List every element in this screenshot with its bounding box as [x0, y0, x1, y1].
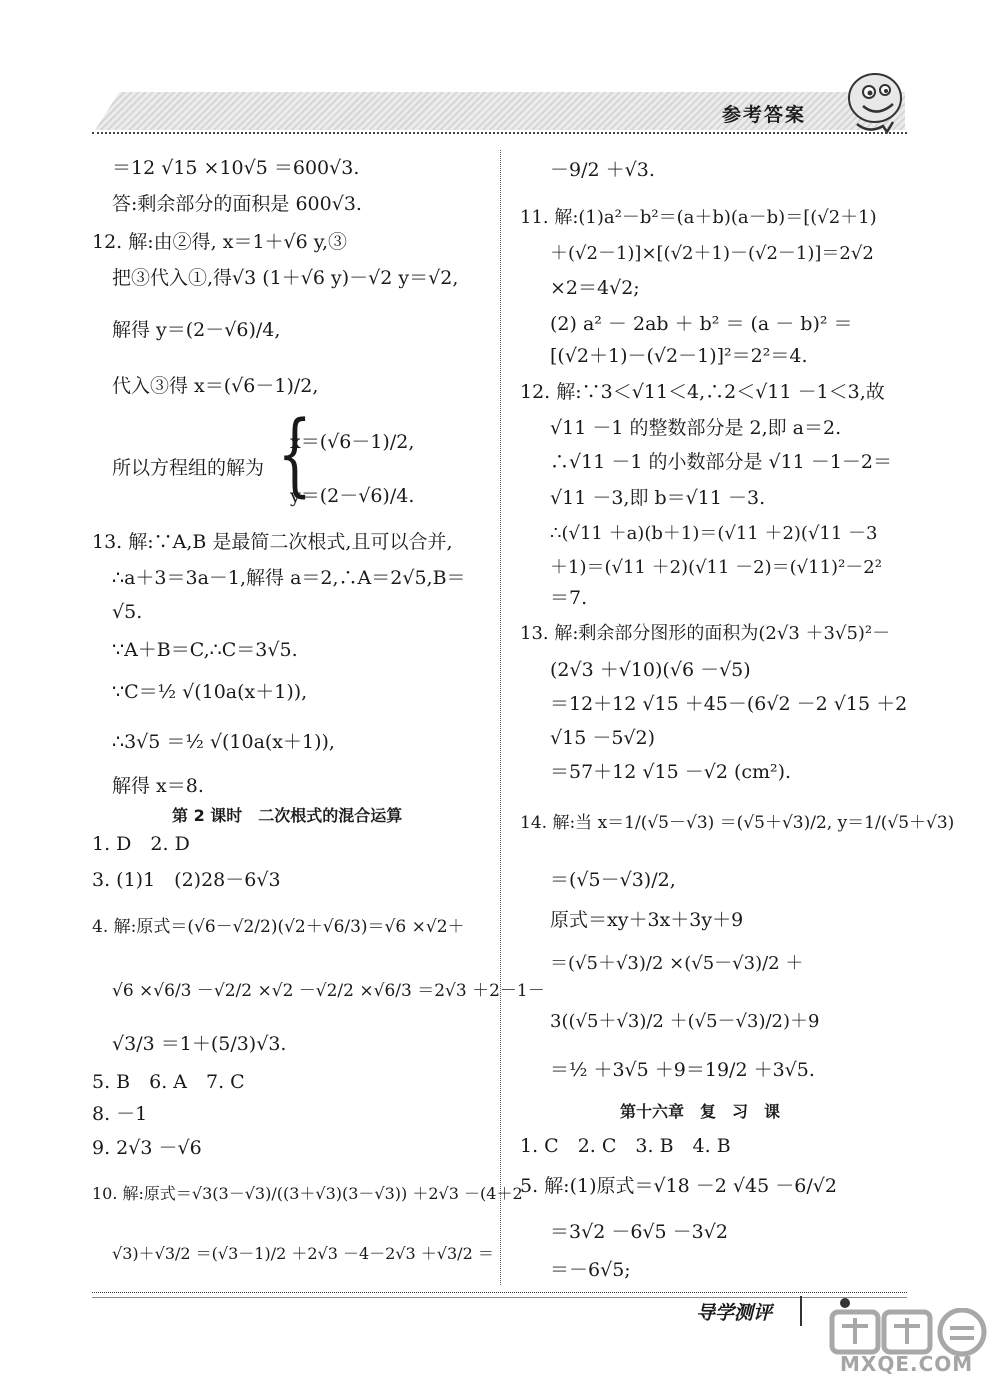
left-line-12: ∵A＋B＝C,∴C＝3√5. [112, 639, 298, 661]
left-line-3: 把③代入①,得√3 (1＋√6 y)－√2 y＝√2, [112, 267, 459, 289]
left-line-4: 解得 y＝(2－√6)/4, [112, 319, 281, 341]
right-line-22: 3((√5＋√3)/2 ＋(√5－√3)/2)＋9 [550, 1011, 820, 1032]
right-line-24: 1. C 2. C 3. B 4. B [520, 1135, 731, 1157]
right-line-10: ∴(√11 ＋a)(b＋1)＝(√11 ＋2)(√11 －3 [550, 523, 878, 544]
right-line-11: ＋1)＝(√11 ＋2)(√11 －2)＝(√11)²－2² [550, 557, 882, 578]
left-line-8: y＝(2－√6)/4. [290, 485, 415, 507]
left-line-20: √3/3 ＝1＋(5/3)√3. [112, 1033, 287, 1055]
left-line-9: 13. 解:∵A,B 是最简二次根式,且可以合并, [92, 531, 453, 553]
right-line-15: ＝12＋12 √15 ＋45－(6√2 －2 √15 ＋2 [550, 693, 908, 715]
page-marker-icon [840, 1298, 850, 1308]
right-line-4: (2) a² － 2ab ＋ b² ＝ (a － b)² ＝ [550, 313, 853, 335]
footer-rule-solid [92, 1297, 907, 1298]
left-line-24: 10. 解:原式＝√3(3－√3)/((3＋√3)(3－√3)) ＋2√3 －(4＋2 [92, 1184, 523, 1203]
left-line-10: ∴a＋3＝3a－1,解得 a＝2,∴A＝2√5,B＝ [112, 567, 466, 589]
right-line-17: ＝57＋12 √15 －√2 (cm²). [550, 761, 792, 783]
header-title: 参考答案 [722, 104, 807, 126]
left-line-17: 3. (1)1 (2)28－6√3 [92, 869, 281, 891]
right-line-1: 11. 解:(1)a²－b²＝(a＋b)(a－b)＝[(√2＋1) [520, 207, 877, 228]
footer-brand: 导学测评 [696, 1302, 773, 1324]
right-line-20: 原式＝xy＋3x＋3y＋9 [550, 909, 744, 931]
left-line-5: 代入③得 x＝(√6－1)/2, [112, 375, 319, 397]
right-line-16: √15 －5√2) [550, 727, 656, 749]
section-title-lesson2: 第 2 课时 二次根式的混合运算 [172, 806, 403, 825]
watermark-logo-icon [822, 1308, 992, 1388]
left-line-0: ＝12 √15 ×10√5 ＝600√3. [112, 157, 360, 179]
watermark-text: MXQE.COM [840, 1352, 974, 1376]
right-line-19: ＝(√5－√3)/2, [550, 869, 676, 891]
right-line-7: √11 －1 的整数部分是 2,即 a＝2. [550, 417, 842, 439]
left-line-15: 解得 x＝8. [112, 775, 204, 797]
left-line-7: 所以方程组的解为 [112, 457, 265, 479]
column-divider [500, 150, 501, 1285]
right-line-12: ＝7. [550, 587, 588, 609]
left-line-16: 1. D 2. D [92, 833, 190, 855]
left-line-19: √6 ×√6/3 －√2/2 ×√2 －√2/2 ×√6/3 ＝2√3 ＋2－1－ [112, 981, 545, 1001]
system-brace: { [277, 402, 312, 507]
left-line-14: ∴3√5 ＝½ √(10a(x＋1)), [112, 731, 335, 753]
right-line-27: ＝－6√5; [550, 1259, 631, 1281]
left-line-23: 9. 2√3 －√6 [92, 1137, 202, 1159]
left-line-25: √3)＋√3/2 ＝(√3－1)/2 ＋2√3 －4－2√3 ＋√3/2 ＝ [112, 1244, 494, 1263]
footer-rule [92, 1292, 907, 1293]
right-line-2: ＋(√2－1)]×[(√2＋1)－(√2－1)]＝2√2 [550, 243, 874, 264]
right-line-6: 12. 解:∵3＜√11＜4,∴2＜√11 －1＜3,故 [520, 381, 885, 403]
mascot-icon [835, 62, 913, 140]
right-line-18: 14. 解:当 x＝1/(√5－√3) ＝(√5＋√3)/2, y＝1/(√5＋√3) [520, 813, 955, 833]
left-line-18: 4. 解:原式＝(√6－√2/2)(√2＋√6/3)＝√6 ×√2＋ [92, 917, 465, 937]
right-line-5: [(√2＋1)－(√2－1)]²＝2²＝4. [550, 345, 808, 367]
left-line-22: 8. －1 [92, 1103, 148, 1125]
right-line-23: ＝½ ＋3√5 ＋9＝19/2 ＋3√5. [550, 1059, 815, 1081]
left-line-11: √5. [112, 601, 143, 623]
footer-separator [800, 1296, 802, 1326]
right-line-21: ＝(√5＋√3)/2 ×(√5－√3)/2 ＋ [550, 953, 804, 974]
header-rule [92, 132, 907, 134]
right-line-3: ×2＝4√2; [550, 277, 640, 299]
right-line-14: (2√3 ＋√10)(√6 －√5) [550, 659, 751, 681]
left-line-6: x＝(√6－1)/2, [290, 431, 415, 453]
section-title-chapter16: 第十六章 复 习 课 [620, 1102, 781, 1121]
right-line-26: ＝3√2 －6√5 －3√2 [550, 1221, 728, 1243]
right-line-8: ∴√11 －1 的小数部分是 √11 －1－2＝ [550, 451, 892, 473]
left-line-13: ∵C＝½ √(10a(x＋1)), [112, 681, 308, 703]
left-line-21: 5. B 6. A 7. C [92, 1071, 245, 1093]
right-line-13: 13. 解:剩余部分图形的面积为(2√3 ＋3√5)²－ [520, 623, 891, 644]
right-line-0: －9/2 ＋√3. [550, 159, 655, 181]
left-line-1: 答:剩余部分的面积是 600√3. [112, 193, 362, 215]
right-line-9: √11 －3,即 b＝√11 －3. [550, 487, 766, 509]
left-line-2: 12. 解:由②得, x＝1＋√6 y,③ [92, 231, 348, 253]
right-line-25: 5. 解:(1)原式＝√18 －2 √45 －6/√2 [520, 1175, 837, 1197]
